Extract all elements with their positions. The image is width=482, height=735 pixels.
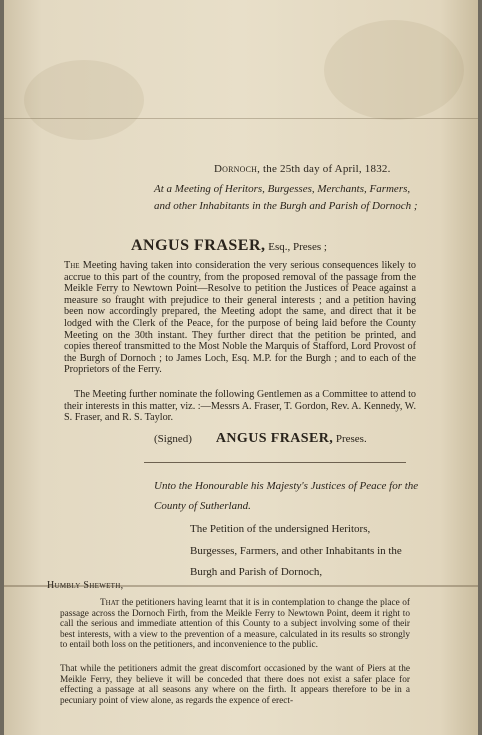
section-divider xyxy=(144,462,406,463)
paper-fold xyxy=(4,118,478,119)
humbly-sheweth: Humbly Sheweth, xyxy=(47,580,124,591)
signed-name: ANGUS FRASER, xyxy=(215,431,334,446)
paper-stain xyxy=(24,60,144,140)
signature-line xyxy=(154,431,367,447)
petition-text: the petitioners having learnt that it is in contemplation to change the place of passage across the Dornoch Firth, from the Meikle Ferry to Newtown Point, deem it right to call the serious and immediate attention of this County to a subject involving some of their best interests, with a view to the prevention of a measure, calculated in its results so strongly to entail both loss on the petitioners, and inconvenience to the public. xyxy=(60,598,410,651)
petition-first-word: That xyxy=(100,598,120,608)
committee-paragraph: The Meeting further nominate the following Gentlemen as a Committee to attend to their interests in this matter, viz. :—Messrs A. Fraser, T. Gordon, Rev. A. Kennedy, W. S. Fraser, and R. S. Taylor. xyxy=(64,389,416,424)
dateline-date: , the 25th day of April, 1832. xyxy=(257,163,391,175)
dateline xyxy=(214,163,391,175)
preses-line xyxy=(131,237,327,255)
paper-stain xyxy=(324,20,464,120)
preses-name: ANGUS FRASER, xyxy=(131,237,266,254)
resolution-first-word: The xyxy=(64,260,80,271)
petition-address: Unto the Honourable his Majesty's Justices of Peace for the County of Sutherland. xyxy=(154,480,419,512)
meeting-intro: At a Meeting of Heritors, Burgesses, Merchants, Farmers, and other Inhabitants in the Burgh and Parish of Dornoch ; xyxy=(154,183,418,212)
resolution-text: Meeting having taken into consideration the very serious consequences likely to accrue to this part of the country, from the proposed removal of the passage from the Meikle Ferry to Newtown Point—Resolve to petition the Justices of Peace against a measure so fraught with prejudice to their general interests ; and a petition having been now accordingly prepared, the Meeting adopt the same, and direct that it be lodged with the Clerk of the Peace, for the purpose of being laid before the County Meeting on the 30th instant. They further direct that the petition be printed, and copies thereof transmitted to the Most Noble the Marquis of Stafford, Lord Provost of the Burgh of Dornoch ; to James Loch, Esq. M.P. for the Burgh ; and to each of the Proprietors of the Ferry. xyxy=(64,260,416,376)
petition-title: The Petition of the undersigned Heritors, Burgesses, Farmers, and other Inhabitants in the Burgh and Parish of Dornoch, xyxy=(190,523,402,578)
signed-title: Preses. xyxy=(333,433,367,445)
signed-label: (Signed) xyxy=(154,433,192,445)
petition-paragraph-2: That while the petitioners admit the great discomfort occasioned by the want of Piers at the Meikle Ferry, they believe it will be conceded that there does not exist a safer place for effecting a passage at all seasons any where on the firth. It appears therefore to be in a pecuniary point of view alone, as regards the expence of erect- xyxy=(60,664,410,706)
document-sheet xyxy=(4,0,478,735)
preses-suffix: Esq., Preses ; xyxy=(265,241,327,253)
dateline-place: Dornoch xyxy=(214,163,258,175)
petition-paragraph-1 xyxy=(60,598,410,651)
resolution-paragraph xyxy=(64,260,416,376)
